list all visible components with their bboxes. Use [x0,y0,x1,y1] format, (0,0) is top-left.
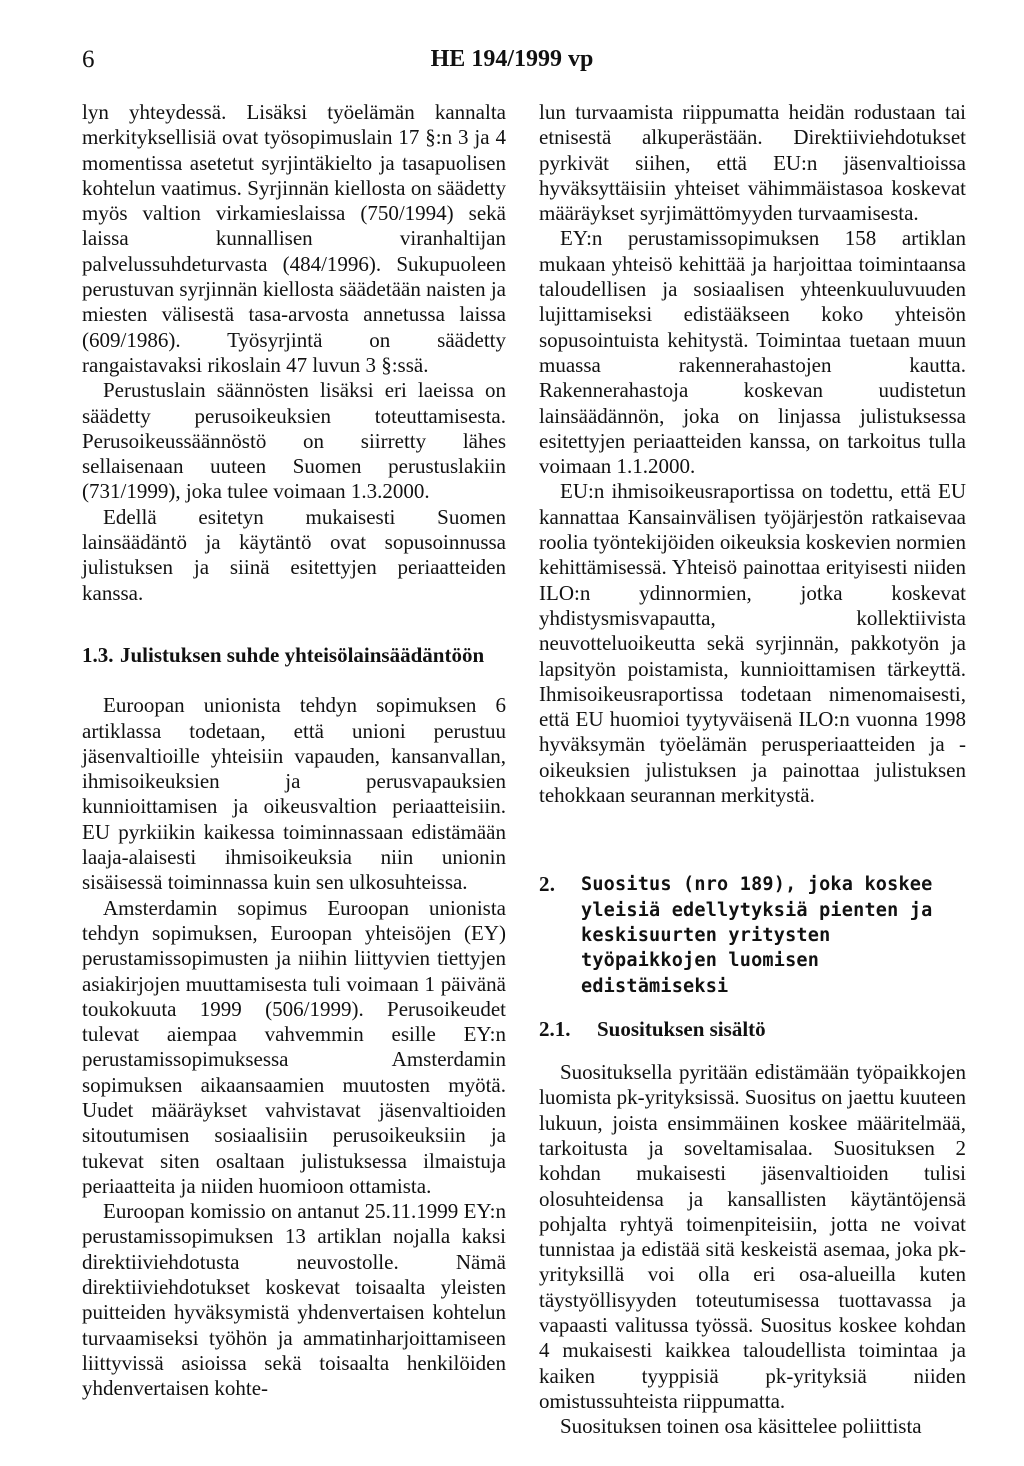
paragraph: Perustuslain säännösten lisäksi eri laeissa on säädetty perusoikeuksien toteuttamisesta. Perusoikeussäännöstö on siirretty lähes sellaisenaan uuteen Suomen perustuslakiin (731/1999), joka tulee voimaan 1.3.2000. [82,378,506,504]
paragraph: Edellä esitetyn mukaisesti Suomen lainsäädäntö ja käytäntö ovat sopusoinnussa julistuksen ja siinä esitettyjen periaatteiden kanssa. [82,504,506,605]
section-number: 1.3. [82,642,114,667]
paragraph: Amsterdamin sopimus Euroopan unionista tehdyn sopimuksen, Euroopan yhteisöjen (EY) perustamissopimusten ja niihin liittyvien tiettyjen asiakirjojen muuttamisesta tuli voimaan 1 päivänä toukokuuta 1999 (506/1999). Perusoikeudet tulevat aiempaa vahvemmin esille EY:n perustamissopimuksessa Amsterdamin sopimuksen aikaansaamien muutosten myötä. Uudet määräykset vahvistavat jäsenvaltioiden sitoutumisen sosiaalisiin perusoikeuksiin ja tukevat siten osaltaan julistuksessa ilmaistuja periaatteita ja niiden huomioon ottamista. [82,895,506,1198]
section-heading-2 [539,872,966,998]
section-heading-1-3 [82,643,506,668]
section-title: Suosituksen sisältö [597,1016,766,1041]
page-number: 6 [82,46,95,73]
paragraph: Euroopan komissio on antanut 25.11.1999 EY:n perustamissopimuksen 13 artiklan nojalla kaksi direktiiviehdotusta neuvostolle. Nämä direktiiviehdotukset koskevat toisaalta yleisten puitteiden hyväksymistä yhdenvertaisen kohtelun turvaamiseksi työhön ja ammatinharjoittamiseen liittyvissä asioissa sekä toisaalta henkilöiden yhdenvertaisen kohte- [82,1199,506,1401]
section-title: Julistuksen suhde yhteisölainsäädäntöön [120,642,485,667]
right-column [539,100,966,1440]
paragraph: EY:n perustamissopimuksen 158 artiklan mukaan yhteisö kehittää ja harjoittaa toimintaansa taloudellisen ja sosiaalisen yhteenkuuluvuuden lujittamiseksi edistääkseen koko yhteisön sopusointuista kehitystä. Toimintaa tuetaan muun muassa rakennerahastojen kautta. Rakennerahastoja koskevan uudistetun lainsäädännön, joka on linjassa julistuksessa esitettyjen periaatteiden kanssa, on tarkoitus tulla voimaan 1.1.2000. [539,226,966,479]
paragraph: lun turvaamista riippumatta heidän rodustaan tai etnisestä alkuperästään. Direktiiviehdotukset pyrkivät siihen, että EU:n jäsenvaltioissa hyväksyttäisiin yhteiset vähimmäistasoa koskevat määräykset syrjimättömyyden turvaamisesta. [539,100,966,226]
paragraph: Euroopan unionista tehdyn sopimuksen 6 artiklassa todetaan, että unioni perustuu jäsenvaltioille yhteisiin vapauden, kansanvallan, ihmisoikeuksien ja perusvapauksien kunnioittamisen ja oikeusvaltion periaatteisiin. EU pyrkiikin kaikessa toiminnassaan edistämään laaja-alaisesti ihmisoikeuksia niin unionin sisäisessä toiminnassa kuin sen ulkosuhteissa. [82,693,506,895]
paragraph: Suosituksella pyritään edistämään työpaikkojen luomista pk-yrityksissä. Suositus on jaettu kuuteen lukuun, joista ensimmäinen koskee määritelmää, tarkoitusta ja soveltamisalaa. Suosituksen 2 kohdan mukaisesti jäsenvaltioiden tulisi olosuhteidensa ja kansallisten käytäntöjensä pohjalta ryhtyä toimenpiteisiin, jotta ne voivat tunnistaa ja edistää sitä keskeistä asemaa, joka pk-yrityksillä voi olla eri osa-alueilla kuten täystyöllisyyden toteutumisessa tuottavassa ja vapaasti valitussa työssä. Suositus koskee kohdan 4 mukaisesti kaikkea taloudellista toimintaa ja kaiken tyyppisiä pk-yrityksiä niiden omistussuhteista riippumatta. [539,1060,966,1413]
section-title: Suositus (nro 189), joka koskee yleisiä edellytyksiä pienten ja keskisuurten yritysten työpaikkojen luomisen edistämiseksi [581,874,933,997]
document-id: HE 194/1999 vp [430,46,594,72]
paragraph: Suosituksen toinen osa käsittelee poliittista [560,1414,922,1439]
section-heading-2-1 [539,1017,966,1042]
left-column [82,100,506,1402]
section-number: 2.1. [539,1016,571,1041]
paragraph: EU:n ihmisoikeusraportissa on todettu, että EU kannattaa Kansainvälisen työjärjestön ratkaisevaa roolia työntekijöiden oikeuksia koskevien normien kehittämisessä. Yhteisö painottaa erityisesti niiden ILO:n ydinnormien, jotka koskevat yhdistysmisvapautta, kollektiivista neuvotteluoikeutta sekä syrjinnän, pakkotyön ja lapsityön poistamista, kunnioittamisen tärkeyttä. Ihmisoikeusraportissa todetaan nimenomaisesti, että EU huomioi tyytyväisenä ILO:n vuonna 1998 hyväksymän työelämän perusperiaatteiden ja -oikeuksien julistuksen ja painottaa julistuksen tehokkaan seurannan merkitystä. [539,479,966,808]
paragraph: lyn yhteydessä. Lisäksi työelämän kannalta merkityksellisiä ovat työsopimuslain 17 §:n 3 ja 4 momentissa asetetut syrjintäkielto ja tasapuolisen kohtelun vaatimus. Syrjinnän kiellosta on säädetty myös valtion virkamieslaissa (750/1994) sekä laissa kunnallisen viranhaltijan palvelussuhdeturvasta (484/1996). Sukupuoleen perustuvan syrjinnän kiellosta säädetään naisten ja miesten välisestä tasa-arvosta annetussa laissa (609/1986). Työsyrjintä on säädetty rangaistavaksi rikoslain 47 luvun 3 §:ssä. [82,100,506,377]
section-number: 2. [539,872,556,897]
